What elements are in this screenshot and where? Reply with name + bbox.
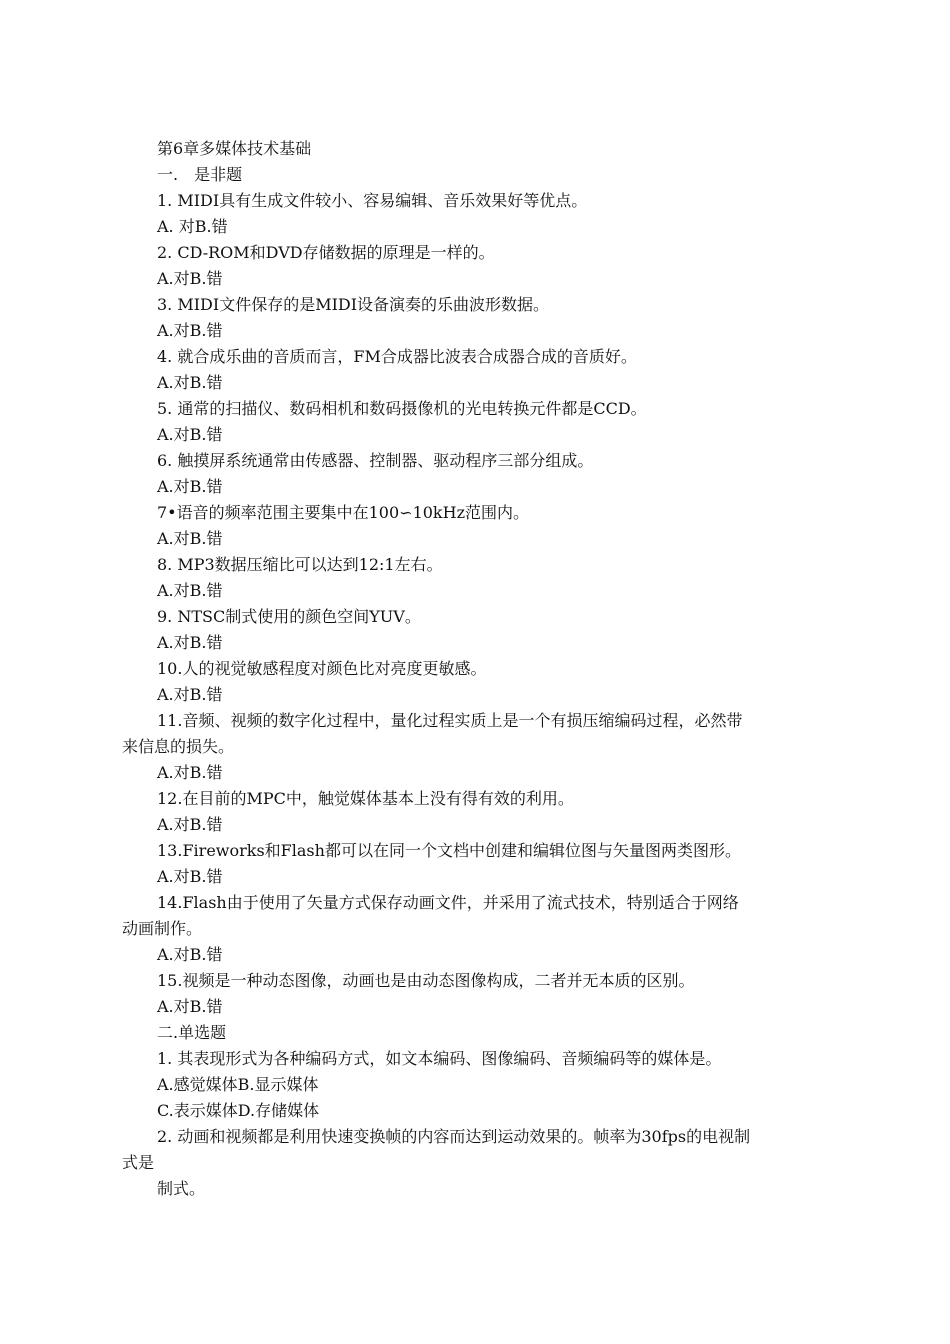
question-13: 13.Fireworks和Flash都可以在同一个文档中创建和编辑位图与矢量图两类图形。 [157,841,741,860]
answer-options: A.对B.错 [157,945,223,964]
mc-options-ab: A.感觉媒体B.显示媒体 [157,1075,319,1094]
question-14: 14.Flash由于使用了矢量方式保存动画文件，并采用了流式技术，特别适合于网络 [157,893,739,912]
answer-options: A.对B.错 [157,373,223,392]
mc-question-2-continued: 式是 [122,1153,155,1172]
answer-options: A.对B.错 [157,867,223,886]
answer-options: A.对B.错 [157,425,223,444]
answer-options: A.对B.错 [157,685,223,704]
question-12: 12.在目前的MPC中，触觉媒体基本上没有得有效的利用。 [157,789,574,808]
question-11: 11.音频、视频的数字化过程中，量化过程实质上是一个有损压缩编码过程，必然带 [157,711,743,730]
question-1: 1. MIDI具有生成文件较小、容易编辑、音乐效果好等优点。 [157,191,588,210]
question-5: 5. 通常的扫描仪、数码相机和数码摄像机的光电转换元件都是CCD。 [157,399,647,418]
section-heading: 一. 是非题 [157,165,243,184]
answer-options: A.对B.错 [157,269,223,288]
answer-options: A.对B.错 [157,581,223,600]
section-heading: 二.单选题 [157,1023,227,1042]
answer-options: A.对B.错 [157,815,223,834]
mc-question-2-tail: 制式。 [157,1179,206,1198]
question-11-continued: 来信息的损失。 [122,737,235,756]
question-10: 10.人的视觉敏感程度对颜色比对亮度更敏感。 [157,659,487,678]
answer-options: A.对B.错 [157,763,223,782]
mc-options-cd: C.表示媒体D.存储媒体 [157,1101,320,1120]
question-6: 6. 触摸屏系统通常由传感器、控制器、驱动程序三部分组成。 [157,451,594,470]
answer-options: A. 对B.错 [157,217,228,236]
question-15: 15.视频是一种动态图像，动画也是由动态图像构成，二者并无本质的区别。 [157,971,695,990]
question-4: 4. 就合成乐曲的音质而言，FM合成器比波表合成器合成的音质好。 [157,347,637,366]
mc-question-2: 2. 动画和视频都是利用快速变换帧的内容而达到运动效果的。帧率为30fps的电视制 [157,1127,751,1146]
question-9: 9. NTSC制式使用的颜色空间YUV。 [157,607,421,626]
question-2: 2. CD-ROM和DVD存储数据的原理是一样的。 [157,243,495,262]
question-8: 8. MP3数据压缩比可以达到12:1左右。 [157,555,443,574]
answer-options: A.对B.错 [157,321,223,340]
chapter-title: 第6章多媒体技术基础 [157,139,312,158]
answer-options: A.对B.错 [157,529,223,548]
question-7: 7•语音的频率范围主要集中在100∽10kHz范围内。 [157,503,530,522]
mc-question-1: 1. 其表现形式为各种编码方式，如文本编码、图像编码、音频编码等的媒体是。 [157,1049,722,1068]
answer-options: A.对B.错 [157,477,223,496]
answer-options: A.对B.错 [157,997,223,1016]
question-14-continued: 动画制作。 [122,919,203,938]
answer-options: A.对B.错 [157,633,223,652]
question-3: 3. MIDI文件保存的是MIDI设备演奏的乐曲波形数据。 [157,295,550,314]
